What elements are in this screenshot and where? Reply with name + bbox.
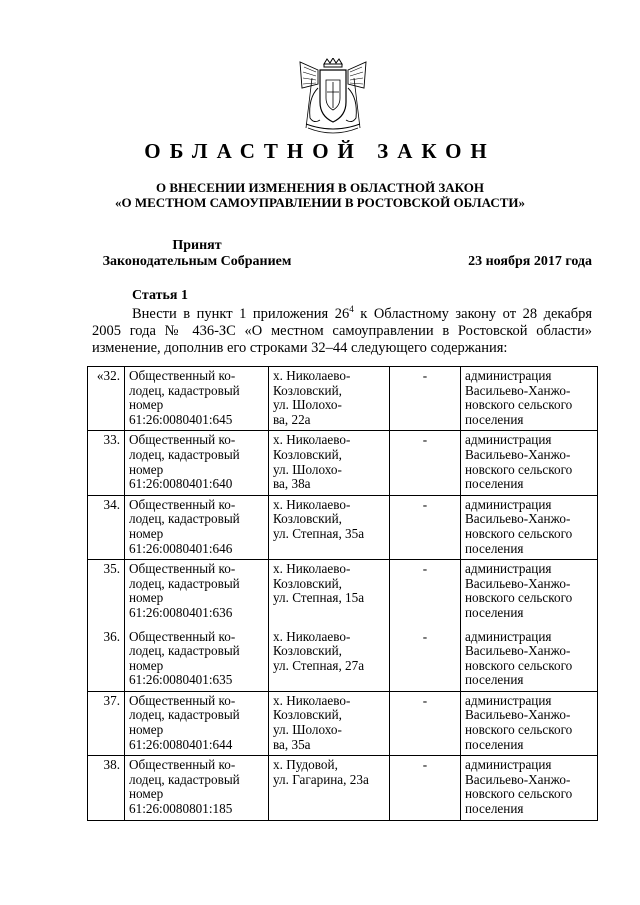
object-address-line: х. Николаево- (273, 368, 351, 383)
owner-organization-line: администрация (465, 432, 552, 448)
object-description-line: 61:26:0080401:635 (129, 672, 233, 688)
object-description-line: 61:26:0080801:185 (129, 801, 233, 817)
coat-of-arms-icon (296, 58, 370, 138)
adopted-body: Законодательным Собранием (102, 254, 292, 269)
table-row (88, 495, 598, 559)
object-description (125, 624, 269, 692)
object-description-line: лодец, кадастровый (129, 575, 240, 591)
subtitle-line-2: «О МЕСТНОМ САМОУПРАВЛЕНИИ В РОСТОВСКОЙ ОБЛАСТИ» (115, 195, 525, 210)
adopted-label: Принят (172, 238, 222, 253)
owner-organization-line: Васильево-Ханжо- (465, 511, 571, 527)
owner-organization-line: администрация (465, 692, 552, 708)
owner-organization-line: администрация (465, 496, 552, 512)
object-address-line: Козловский, (273, 382, 342, 398)
row-number: 38. (88, 756, 125, 820)
object-address-line: Козловский, (273, 446, 342, 462)
empty-value: - (390, 495, 461, 559)
object-description-line: номер (129, 657, 164, 673)
object-description (125, 495, 269, 559)
owner-organization (461, 691, 598, 755)
object-address-line: х. Николаево- (273, 628, 351, 644)
owner-organization-line: новского сельского (465, 786, 573, 802)
article-text (92, 306, 592, 357)
adopted-date: 23 ноября 2017 года (468, 254, 592, 269)
object-address-line: Козловский, (273, 707, 342, 723)
object-address-line: Козловский, (273, 511, 342, 527)
owner-organization-line: поселения (465, 672, 524, 688)
owner-organization-line: администрация (465, 628, 552, 644)
object-description-line: лодец, кадастровый (129, 707, 240, 723)
object-address-line: ул. Шолохо- (273, 397, 342, 413)
object-description-line: номер (129, 397, 164, 413)
object-description-line: номер (129, 722, 164, 738)
object-description-line: Общественный ко- (129, 757, 236, 773)
object-address (269, 756, 390, 820)
table-row (88, 367, 598, 431)
object-address-line: х. Николаево- (273, 692, 351, 708)
owner-organization-line: поселения (465, 476, 524, 492)
empty-value: - (390, 367, 461, 431)
owner-organization (461, 367, 598, 431)
table-row (88, 431, 598, 495)
object-address-line: х. Пудовой, (273, 757, 338, 773)
row-number: 36. (88, 624, 125, 692)
object-address-line: ва, 22а (273, 411, 311, 427)
object-description-line: лодец, кадастровый (129, 382, 240, 398)
object-description-line: 61:26:0080401:644 (129, 736, 233, 752)
object-address-line: х. Николаево- (273, 432, 351, 448)
owner-organization (461, 756, 598, 820)
table-row (88, 691, 598, 755)
objects-table (87, 366, 598, 821)
article-text-part2: к Областному закону от 28 декабря 2005 года № 436-ЗС «О местном самоуправлении в Ростовской области» изменение, дополнив его строками 32–44 следующего содержания: (92, 306, 592, 356)
object-description-line: 61:26:0080401:646 (129, 540, 233, 556)
object-address-line: ва, 38а (273, 476, 311, 492)
object-description-line: номер (129, 590, 164, 606)
object-description (125, 756, 269, 820)
owner-organization-line: поселения (465, 540, 524, 556)
object-description (125, 560, 269, 624)
table-row (88, 624, 598, 692)
object-address (269, 431, 390, 495)
owner-organization (461, 495, 598, 559)
owner-organization-line: Васильево-Ханжо- (465, 771, 571, 787)
empty-value: - (390, 624, 461, 692)
owner-organization-line: администрация (465, 368, 552, 383)
article-title: Статья 1 (132, 288, 188, 303)
adopted-by (92, 238, 302, 270)
table-row (88, 560, 598, 624)
object-description-line: лодец, кадастровый (129, 446, 240, 462)
empty-value: - (390, 756, 461, 820)
object-address-line: ул. Гагарина, 23а (273, 771, 369, 787)
object-description-line: Общественный ко- (129, 692, 236, 708)
object-description-line: 61:26:0080401:645 (129, 411, 233, 427)
object-description-line: лодец, кадастровый (129, 511, 240, 527)
object-address (269, 560, 390, 624)
object-address-line: х. Николаево- (273, 496, 351, 512)
owner-organization-line: Васильево-Ханжо- (465, 643, 571, 659)
object-description-line: 61:26:0080401:640 (129, 476, 233, 492)
owner-organization-line: новского сельского (465, 397, 573, 413)
owner-organization (461, 431, 598, 495)
object-description-line: Общественный ко- (129, 368, 236, 383)
object-description-line: номер (129, 461, 164, 477)
owner-organization-line: Васильево-Ханжо- (465, 446, 571, 462)
owner-organization-line: новского сельского (465, 722, 573, 738)
row-number: 34. (88, 495, 125, 559)
owner-organization-line: новского сельского (465, 525, 573, 541)
owner-organization-line: поселения (465, 736, 524, 752)
object-address-line: ул. Степная, 27а (273, 657, 365, 673)
empty-value: - (390, 431, 461, 495)
owner-organization-line: новского сельского (465, 461, 573, 477)
object-description (125, 691, 269, 755)
object-address-line: ул. Степная, 35а (273, 525, 365, 541)
owner-organization-line: Васильево-Ханжо- (465, 575, 571, 591)
owner-organization-line: администрация (465, 561, 552, 577)
owner-organization-line: поселения (465, 604, 524, 620)
object-address-line: ул. Шолохо- (273, 722, 342, 738)
owner-organization-line: Васильево-Ханжо- (465, 707, 571, 723)
owner-organization-line: поселения (465, 411, 524, 427)
document-title: ОБЛАСТНОЙ ЗАКОН (144, 139, 496, 163)
article-text-superscript: 4 (349, 304, 354, 315)
object-description-line: лодец, кадастровый (129, 771, 240, 787)
object-address-line: х. Николаево- (273, 561, 351, 577)
object-address (269, 367, 390, 431)
object-description-line: Общественный ко- (129, 496, 236, 512)
object-description-line: номер (129, 525, 164, 541)
object-address (269, 495, 390, 559)
object-description-line: номер (129, 786, 164, 802)
owner-organization-line: поселения (465, 801, 524, 817)
object-address-line: ва, 35а (273, 736, 311, 752)
object-description-line: лодец, кадастровый (129, 643, 240, 659)
owner-organization-line: администрация (465, 757, 552, 773)
row-number: 33. (88, 431, 125, 495)
object-description (125, 431, 269, 495)
object-address (269, 691, 390, 755)
object-address-line: Козловский, (273, 575, 342, 591)
row-number: 37. (88, 691, 125, 755)
object-description-line: Общественный ко- (129, 561, 236, 577)
table-row (88, 756, 598, 820)
subtitle-line-1: О ВНЕСЕНИИ ИЗМЕНЕНИЯ В ОБЛАСТНОЙ ЗАКОН (156, 180, 484, 195)
object-address-line: ул. Шолохо- (273, 461, 342, 477)
row-number: «32. (88, 367, 125, 431)
owner-organization (461, 624, 598, 692)
article-text-part1: Внести в пункт 1 приложения 26 (132, 306, 350, 322)
document-subtitle (0, 180, 640, 210)
empty-value: - (390, 691, 461, 755)
owner-organization-line: Васильево-Ханжо- (465, 382, 571, 398)
object-address (269, 624, 390, 692)
empty-value: - (390, 560, 461, 624)
object-description-line: 61:26:0080401:636 (129, 604, 233, 620)
object-description (125, 367, 269, 431)
row-number: 35. (88, 560, 125, 624)
owner-organization-line: новского сельского (465, 657, 573, 673)
object-address-line: Козловский, (273, 643, 342, 659)
owner-organization-line: новского сельского (465, 590, 573, 606)
object-description-line: Общественный ко- (129, 628, 236, 644)
object-address-line: ул. Степная, 15а (273, 590, 365, 606)
owner-organization (461, 560, 598, 624)
object-description-line: Общественный ко- (129, 432, 236, 448)
